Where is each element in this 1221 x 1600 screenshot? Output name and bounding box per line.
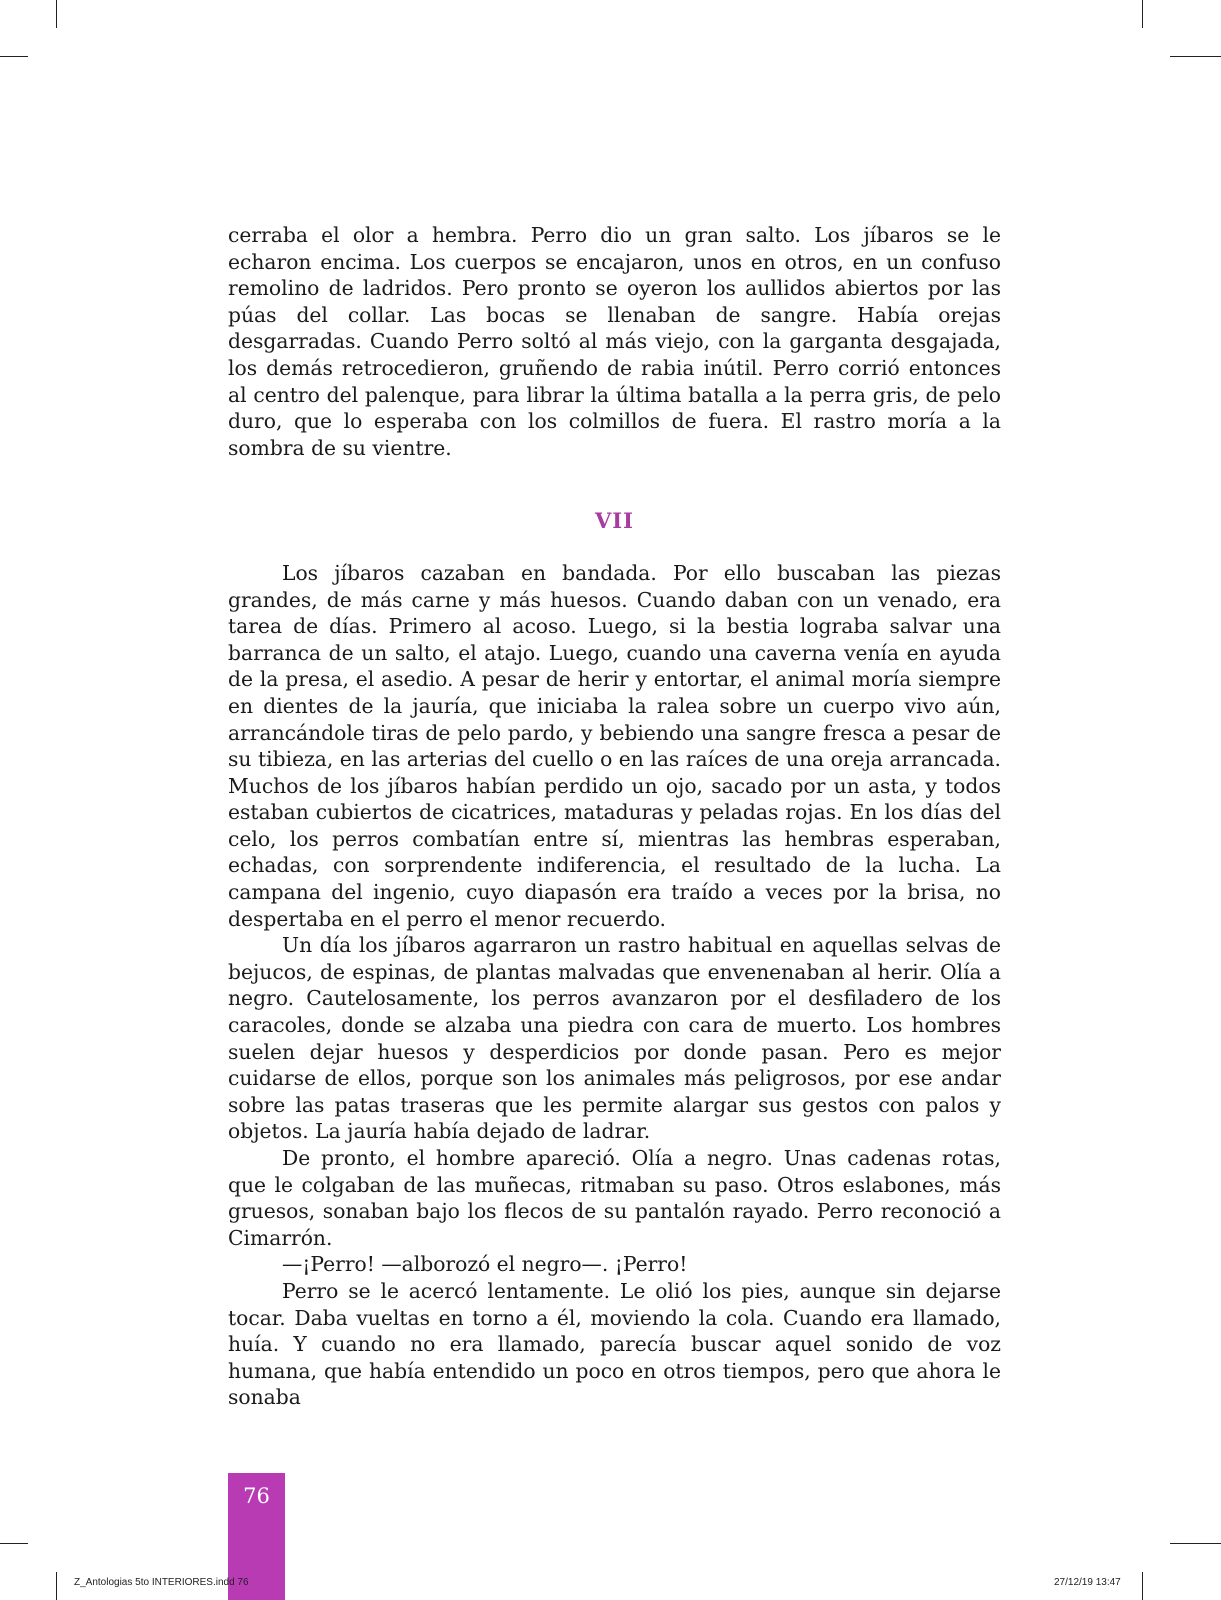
crop-mark-top-left-vertical bbox=[56, 0, 57, 28]
page-number: 76 bbox=[243, 1484, 270, 1508]
continued-paragraph: cerraba el olor a hembra. Perro dio un gran salto. Los jíbaros se le echaron encima. Los cuerpos se encajaron, unos en otros, en un confuso remolino de ladridos. Pero pronto se oyeron los aullidos abiertos por las púas del collar. Las bocas se llenaban de sangre. Había orejas desgarradas. Cuando Perro soltó al más viejo, con la garganta desgajada, los demás retrocedieron, gruñendo de rabia inútil. Perro corrió entonces al centro del palenque, para librar la última batalla a la perra gris, de pelo duro, que lo esperaba con los colmillos de fuera. El rastro moría a la sombra de su vientre. bbox=[228, 223, 1001, 460]
crop-mark-bottom-left-horizontal bbox=[0, 1543, 28, 1544]
body-text bbox=[228, 222, 1001, 1411]
crop-mark-top-right-vertical bbox=[1142, 0, 1143, 28]
dialogue-line: —¡Perro! —alborozó el negro—. ¡Perro! bbox=[282, 1252, 688, 1277]
paragraph: De pronto, el hombre apareció. Olía a negro. Unas cadenas rotas, que le colgaban de las muñecas, ritmaban su paso. Otros eslabones, más gruesos, sonaban bajo los flecos de su pantalón rayado. Perro reconoció a Cimarrón. bbox=[228, 1146, 1001, 1250]
paragraph: Los jíbaros cazaban en bandada. Por ello buscaban las piezas grandes, de más carne y más huesos. Cuando daban con un venado, era tarea de días. Primero al acoso. Luego, si la bestia lograba salvar una barranca de un salto, el atajo. Luego, cuando una caverna venía en ayuda de la presa, el asedio. A pesar de herir y entortar, el animal moría siempre en dientes de la jauría, que iniciaba la ralea sobre un cuerpo vivo aún, arrancándole tiras de pelo pardo, y bebiendo una sangre fresca a pesar de su tibieza, en las arterias del cuello o en las raíces de una oreja arrancada. Muchos de los jíbaros habían perdido un ojo, sacado por un asta, y todos estaban cubiertos de cicatrices, mataduras y peladas rojas. En los días del celo, los perros combatían entre sí, mientras las hembras esperaban, echadas, con sorprendente indiferencia, el resultado de la lucha. La campana del ingenio, cuyo diapasón era traído a veces por la brisa, no despertaba en el perro el menor recuerdo. bbox=[228, 560, 1001, 931]
crop-mark-bottom-right-horizontal bbox=[1170, 1543, 1221, 1544]
paragraph: Un día los jíbaros agarraron un rastro habitual en aquellas selvas de bejucos, de espinas, de plantas malvadas que envenenaban al herir. Olía a negro. Cautelosamente, los perros avanzaron por el desfiladero de los caracoles, donde se alzaba una piedra con cara de muerto. Los hombres suelen dejar huesos y desperdicios por donde pasan. Pero es mejor cuidarse de ellos, porque son los animales más peligrosos, por ese andar sobre las patas traseras que les permite alargar sus gestos con palos y objetos. La jauría había dejado de ladrar. bbox=[228, 933, 1001, 1144]
chapter-heading: VII bbox=[595, 508, 634, 534]
paragraph: Perro se le acercó lentamente. Le olió los pies, aunque sin dejarse tocar. Daba vueltas en torno a él, moviendo la cola. Cuando era llamado, huía. Y cuando no era llamado, parecía buscar aquel sonido de voz humana, que había entendido un poco en otros tiempos, pero que ahora le sonaba bbox=[228, 1278, 1001, 1410]
crop-mark-bottom-right-vertical bbox=[1142, 1572, 1143, 1600]
crop-mark-bottom-left-vertical bbox=[56, 1572, 57, 1600]
print-slug-filename: Z_Antologias 5to INTERIORES.indd 76 bbox=[74, 1577, 249, 1588]
print-slug-timestamp: 27/12/19 13:47 bbox=[1054, 1577, 1121, 1588]
crop-mark-top-left-horizontal bbox=[0, 56, 28, 57]
crop-mark-top-right-horizontal bbox=[1170, 56, 1221, 57]
